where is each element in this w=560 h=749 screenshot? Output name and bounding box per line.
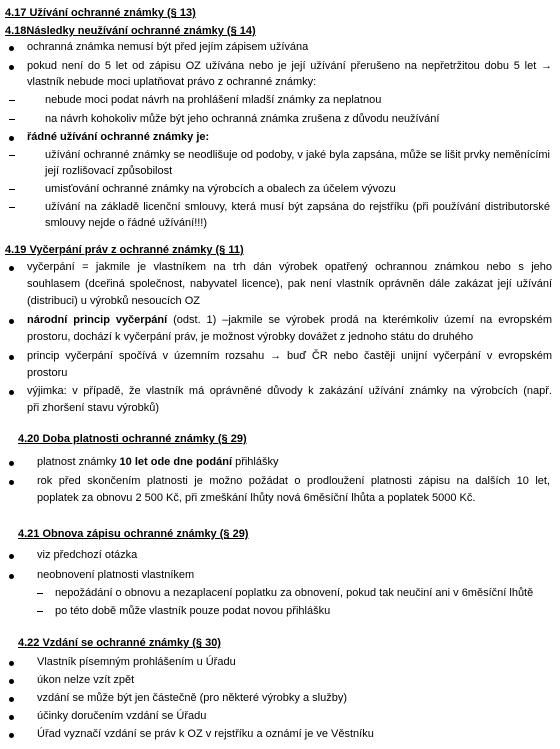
dash-icon xyxy=(37,593,43,594)
list-item: výjimka: v případě, že vlastník má oprávněné důvody k zakázání užívání známky na výrobcích (např. xyxy=(27,385,552,397)
dash-icon xyxy=(9,189,15,190)
bullet-icon xyxy=(9,319,14,324)
bullet-icon xyxy=(9,574,14,579)
list-item-text: přihlášky xyxy=(232,456,279,468)
list-item-continuation: poplatek za obnovu 2 500 Kč, při zmeškání lhůty nová 6měsíční lhůta a poplatek 5000 Kč. xyxy=(37,492,476,504)
list-item-continuation: při zhoršení stavu výrobků) xyxy=(27,402,160,414)
heading-4-17: 4.17 Užívání ochranné známky (§ 13) xyxy=(5,7,196,19)
list-item xyxy=(37,455,278,469)
list-item: Úřad vyznačí vzdání se práv k OZ v rejstříku a oznámí je ve Věstníku xyxy=(37,728,374,740)
bullet-icon xyxy=(9,46,14,51)
bullet-icon xyxy=(9,715,14,720)
heading-4-19: 4.19 Vyčerpání práv z ochranné známky (§ 11) xyxy=(5,244,244,256)
dash-icon xyxy=(9,207,15,208)
bullet-icon xyxy=(9,390,14,395)
list-subitem: nepožádání o obnovu a nezaplacení poplatku za obnovení, pokud tak neučiní ani v 6měsíční lhůtě xyxy=(55,587,534,599)
bullet-icon xyxy=(9,661,14,666)
list-item-continuation: prostoru, dochází k vyčerpání práv, je možnost výrobky dovážet z jednoho státu do druhého xyxy=(27,331,474,343)
list-item-continuation: (distribuci) u výrobků nesoucích OZ xyxy=(27,295,201,307)
list-item: řádné užívání ochranné známky je: xyxy=(27,131,210,143)
list-item-continuation: vlastník nebude moci uplatňovat právo z ochranné známky: xyxy=(27,76,317,88)
bullet-icon xyxy=(9,480,14,485)
list-item: vzdání se může být jen částečně (pro některé výrobky a služby) xyxy=(37,692,347,704)
list-item: účinky doručením vzdání se Úřadu xyxy=(37,710,207,722)
list-item-text: (odst. 1) –jakmile se výrobek prodá na kterémkoliv území na evropském xyxy=(167,314,552,326)
bullet-icon xyxy=(9,136,14,141)
dash-icon xyxy=(9,155,15,156)
heading-4-18: 4.18Následky neužívání ochranné známky (§ 14) xyxy=(5,25,256,37)
list-subitem: užívání ochranné známky se neodlišuje od podoby, v jaké byla zapsána, může se lišit prvky neměnícími xyxy=(45,149,550,161)
list-subitem: na návrh kohokoliv může být jeho ochranná známka zrušena z důvodu neužívání xyxy=(45,113,440,125)
bullet-icon xyxy=(9,733,14,738)
heading-4-22: 4.22 Vzdání se ochranné známky (§ 30) xyxy=(18,637,221,649)
list-item: viz předchozí otázka xyxy=(37,549,138,561)
dash-icon xyxy=(9,119,15,120)
list-subitem: užívání na základě licenční smlouvy, která musí být zapsána do rejstříku (při používání distributorské xyxy=(45,201,550,213)
list-item: neobnovení platnosti vlastníkem xyxy=(37,569,195,581)
dash-icon xyxy=(37,611,43,612)
heading-4-20: 4.20 Doba platnosti ochranné známky (§ 29) xyxy=(18,433,247,445)
bullet-icon xyxy=(9,697,14,702)
list-subitem: umisťování ochranné známky na výrobcích a obalech za účelem vývozu xyxy=(45,183,396,195)
list-item: Vlastník písemným prohlášením u Úřadu xyxy=(37,656,236,668)
bold-term: národní princip vyčerpání xyxy=(27,314,168,326)
list-item-continuation: prostoru xyxy=(27,367,68,379)
list-item: pokud není do 5 let od zápisu OZ užívána nebo je její užívání přerušeno na nepřetržitou dobu 5 let → xyxy=(27,60,552,72)
list-item-text: platnost známky xyxy=(37,456,120,468)
bold-term: 10 let ode dne podání xyxy=(119,456,233,468)
bullet-icon xyxy=(9,461,14,466)
list-item: úkon nelze vzít zpět xyxy=(37,674,135,686)
list-item: ochranná známka nemusí být před jejím zápisem užívána xyxy=(27,41,309,53)
bullet-icon xyxy=(9,266,14,271)
list-subitem-continuation: její rozlišovací způsobilost xyxy=(45,165,173,177)
bullet-icon xyxy=(9,554,14,559)
list-subitem: po této době může vlastník pouze podat novou přihlášku xyxy=(55,605,331,617)
list-subitem-continuation: smlouvy nejde o řádné užívání!!!) xyxy=(45,217,208,229)
list-item-continuation: souhlasem (dceřiná společnost, nabyvatel licence), pak není vlastník oprávněn dále zakázat její užívání xyxy=(27,278,552,290)
list-subitem: nebude moci podat návrh na prohlášení mladší známky za neplatnou xyxy=(45,94,382,106)
bullet-icon xyxy=(9,65,14,70)
bullet-icon xyxy=(9,679,14,684)
bullet-icon xyxy=(9,355,14,360)
list-item: vyčerpání = jakmile je vlastníkem na trh dán výrobek opatřený ochrannou známkou nebo s jeho xyxy=(27,261,552,273)
list-item: princip vyčerpání spočívá v územním rozsahu → buď ČR nebo častěji unijní vyčerpání v evropském xyxy=(27,350,552,362)
list-item xyxy=(27,313,552,327)
heading-4-21: 4.21 Obnova zápisu ochranné známky (§ 29) xyxy=(18,528,249,540)
list-item: rok před skončením platnosti je možno požádat o prodloužení platnosti zápisu na dalších 10 let, xyxy=(37,475,550,487)
dash-icon xyxy=(9,100,15,101)
